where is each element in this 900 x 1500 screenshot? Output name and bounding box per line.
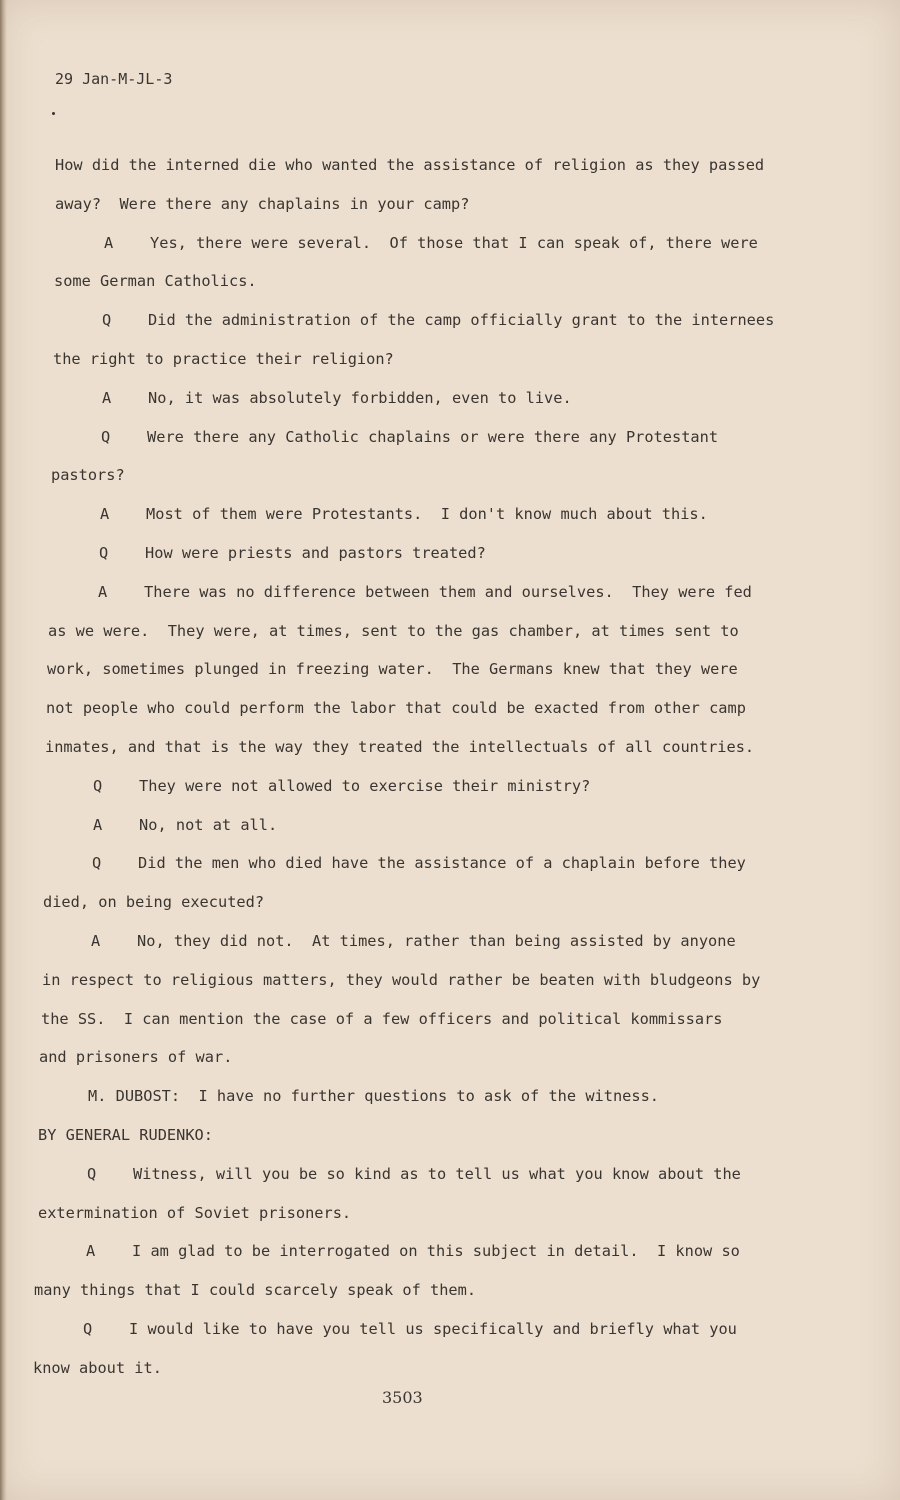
transcript-line: Q I would like to have you tell us specifically and briefly what you bbox=[83, 1319, 737, 1338]
transcript-line: Q Did the administration of the camp officially grant to the internees bbox=[102, 311, 775, 330]
transcript-line: pastors? bbox=[51, 466, 125, 485]
transcript-line: BY GENERAL RUDENKO: bbox=[38, 1125, 213, 1144]
transcript-line: Q Were there any Catholic chaplains or were there any Protestant bbox=[101, 427, 719, 446]
transcript-line: extermination of Soviet prisoners. bbox=[38, 1203, 352, 1222]
transcript-line: and prisoners of war. bbox=[39, 1048, 233, 1067]
transcript-line: died, on being executed? bbox=[43, 893, 265, 912]
transcript-line: the right to practice their religion? bbox=[53, 349, 394, 368]
transcript-body bbox=[30, 146, 830, 1388]
page-number: 3503 bbox=[382, 1388, 423, 1407]
transcript-line: A Yes, there were several. Of those that I can speak of, there were bbox=[104, 233, 758, 252]
transcript-line: How did the interned die who wanted the assistance of religion as they passed bbox=[55, 156, 765, 174]
transcript-line: A No, they did not. At times, rather than being assisted by anyone bbox=[91, 931, 736, 950]
transcript-line: A No, it was absolutely forbidden, even to live. bbox=[102, 388, 572, 407]
transcript-line: Q They were not allowed to exercise their ministry? bbox=[93, 776, 591, 795]
page-edge-shadow bbox=[0, 0, 7, 1500]
transcript-line: A No, not at all. bbox=[93, 815, 278, 834]
transcript-line: know about it. bbox=[33, 1358, 162, 1377]
transcript-line: not people who could perform the labor that could be exacted from other camp bbox=[46, 699, 746, 718]
transcript-line: Q Did the men who died have the assistance of a chaplain before they bbox=[92, 854, 746, 873]
transcript-line: away? Were there any chaplains in your camp? bbox=[55, 194, 470, 213]
stray-ink-mark bbox=[52, 112, 55, 115]
transcript-line: inmates, and that is the way they treated the intellectuals of all countries. bbox=[45, 737, 755, 756]
transcript-line: many things that I could scarcely speak of them. bbox=[34, 1281, 477, 1300]
transcript-line: some German Catholics. bbox=[54, 272, 257, 291]
transcript-line: A There was no difference between them and ourselves. They were fed bbox=[98, 582, 752, 601]
transcript-line: A Most of them were Protestants. I don't know much about this. bbox=[100, 505, 708, 524]
transcript-line: Q How were priests and pastors treated? bbox=[99, 543, 486, 562]
document-code: 29 Jan-M-JL-3 bbox=[55, 70, 173, 88]
transcript-line: the SS. I can mention the case of a few officers and political kommissars bbox=[41, 1009, 723, 1028]
transcript-line: work, sometimes plunged in freezing water. The Germans knew that they were bbox=[47, 660, 738, 679]
transcript-line: in respect to religious matters, they would rather be beaten with bludgeons by bbox=[42, 970, 761, 989]
transcript-line: Q Witness, will you be so kind as to tell us what you know about the bbox=[87, 1164, 741, 1183]
transcript-line: A I am glad to be interrogated on this subject in detail. I know so bbox=[86, 1242, 740, 1261]
transcript-line: M. DUBOST: I have no further questions to ask of the witness. bbox=[88, 1087, 659, 1106]
transcript-line: as we were. They were, at times, sent to the gas chamber, at times sent to bbox=[48, 621, 739, 640]
